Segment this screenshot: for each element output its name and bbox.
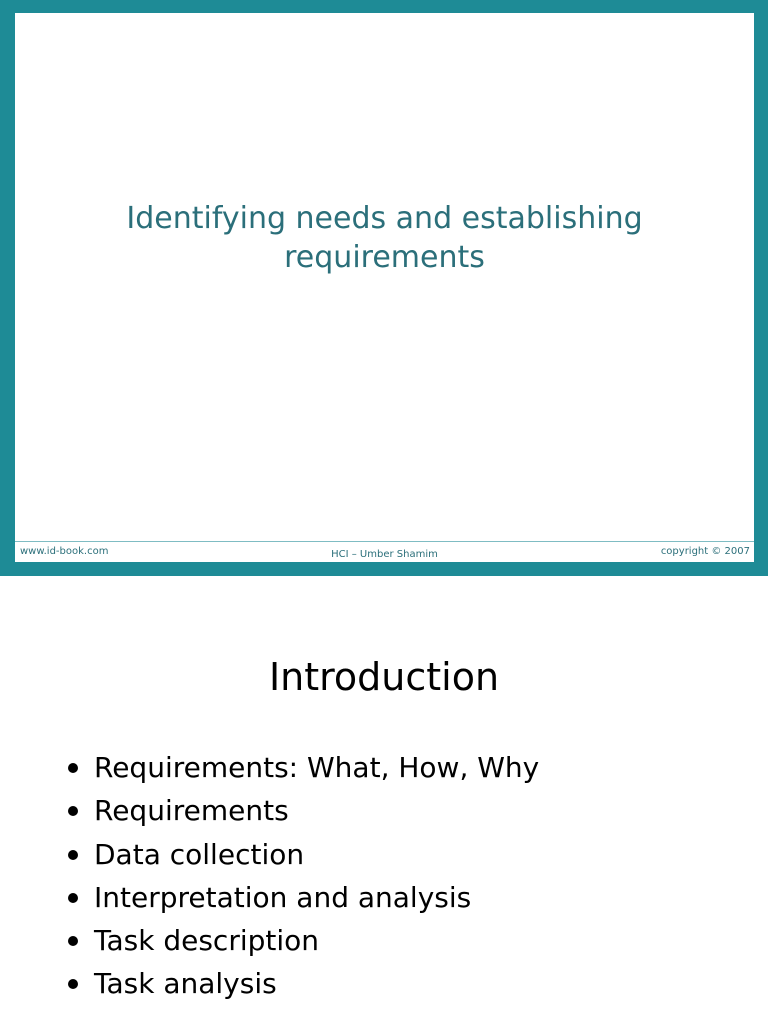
bullet-text: Interpretation and analysis: [94, 880, 472, 914]
slide-title-line-1: Identifying needs and establishing: [126, 201, 643, 236]
bullet-text: Task description: [94, 924, 320, 958]
introduction-slide: [0, 576, 768, 1024]
list-item: [66, 833, 539, 876]
title-slide-canvas: [15, 13, 754, 562]
footer-author: HCI – Umber Shamim: [331, 549, 438, 560]
slide-title-line-2: requirements: [284, 240, 485, 275]
bullet-icon: [68, 936, 78, 946]
list-item: [66, 789, 539, 832]
bullet-text: Requirements: [94, 794, 289, 828]
bullet-text: Task analysis: [94, 967, 277, 1001]
footer-copyright: copyright © 2007: [660, 546, 750, 557]
bullet-icon: [68, 893, 78, 903]
list-item: [66, 876, 539, 919]
bullet-text: Data collection: [94, 837, 305, 871]
bullet-icon: [68, 806, 78, 816]
list-item: [66, 919, 539, 962]
bullet-list: [66, 746, 539, 1006]
footer-divider: [15, 541, 754, 542]
list-item: [66, 746, 539, 789]
list-item: [66, 962, 539, 1005]
bullet-icon: [68, 850, 78, 860]
bullet-icon: [68, 979, 78, 989]
bullet-text: Requirements: What, How, Why: [94, 751, 540, 784]
slide-title: [15, 199, 754, 277]
footer-website: www.id-book.com: [20, 546, 109, 557]
bullet-icon: [68, 763, 78, 773]
introduction-heading: Introduction: [268, 655, 500, 699]
